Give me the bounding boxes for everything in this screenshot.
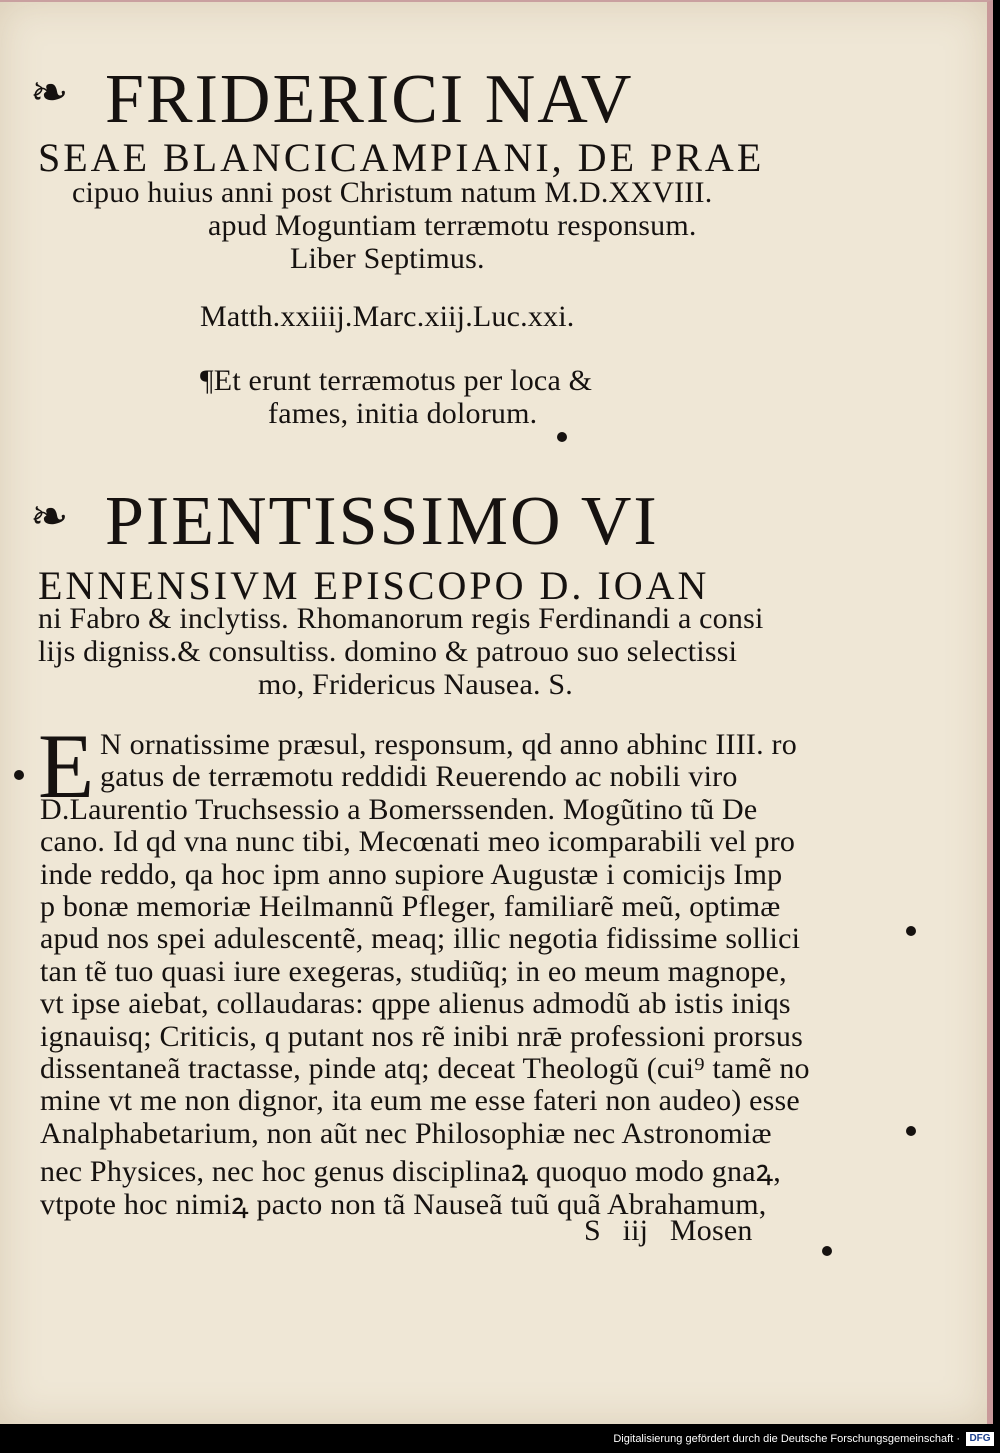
- title-line-4: apud Moguntiam terræmotu responsum.: [208, 209, 697, 242]
- body-line: cano. Id qd vna nunc tibi, Mecœnati meo icomparabili vel pro: [40, 825, 796, 859]
- fleuron-ornament-icon: ❧: [30, 491, 69, 542]
- ink-spot: [822, 1246, 832, 1256]
- quote-line-1: ¶Et erunt terræmotus per loca &: [200, 364, 593, 397]
- dedication-heading: PIENTISSIMO VI: [105, 483, 659, 560]
- dedication-line-3: ni Fabro & inclytiss. Rhomanorum regis Ferdinandi a consi: [38, 602, 764, 635]
- body-line: dissentaneã tractasse, pinde atq; deceat Theologũ (cui⁹ tamẽ no: [40, 1052, 810, 1085]
- body-line: vt ipse aiebat, collaudaras: qppe alienus admodũ ab istis iniqs: [40, 987, 791, 1021]
- ink-spot: [906, 1126, 916, 1136]
- title-line-2: SEAE BLANCICAMPIANI, DE PRAE: [38, 135, 765, 180]
- body-line: N ornatissime præsul, responsum, qd anno abhinc IIII. ro: [100, 728, 797, 761]
- drop-cap: E: [38, 715, 95, 817]
- ink-spot: [906, 926, 916, 936]
- body-line: p bonæ memoriæ Heilmannũ Pfleger, familiarẽ meũ, optimæ: [40, 890, 781, 923]
- ink-spot: [557, 432, 567, 442]
- fleuron-ornament-icon: ❧: [30, 67, 69, 118]
- scripture-reference: Matth.xxiiij.Marc.xiij.Luc.xxi.: [200, 300, 575, 333]
- dedication-line-2: ENNENSIVM EPISCOPO D. IOAN: [38, 563, 710, 608]
- body-line: Analphabetarium, non aũt nec Philosophiæ nec Astronomiæ: [40, 1116, 772, 1150]
- title-line-3: cipuo huius anni post Christum natum M.D.XXVIII.: [72, 176, 713, 209]
- body-line: D.Laurentio Truchsessio a Bomerssenden. Mogũtino tũ De: [40, 792, 758, 826]
- body-line: mine vt me non dignor, ita eum me esse fateri non audeo) esse: [40, 1084, 800, 1118]
- dedication-line-5: mo, Fridericus Nausea. S.: [258, 668, 573, 701]
- dfg-logo: DFG: [966, 1432, 994, 1446]
- title-line-5: Liber Septimus.: [290, 242, 485, 275]
- catchword: S iij Mosen: [584, 1214, 753, 1247]
- pilcrow-icon: ¶: [200, 364, 214, 397]
- footer-credit: Digitalisierung gefördert durch die Deutsche Forschungsgemeinschaft ·: [613, 1433, 960, 1445]
- title-line-1: FRIDERICI NAV: [105, 61, 634, 138]
- body-line: ignauisq; Criticis, q putant nos rẽ inibi nrǣ professioni prorsus: [40, 1019, 803, 1053]
- digitization-footer: [0, 1428, 1000, 1453]
- body-line: gatus de terræmotu reddidi Reuerendo ac nobili viro: [100, 760, 738, 794]
- body-line: vtpote hoc nimiꝝ pacto non tã Nauseã tuũ quã Abrahamum,: [40, 1187, 767, 1221]
- dedication-line-4: lijs digniss.& consultiss. domino & patrouo suo selectissi: [38, 635, 738, 668]
- body-line: apud nos spei adulescentẽ, meaq; illic negotia fidissime sollici: [40, 922, 801, 956]
- ink-spot: [14, 770, 24, 780]
- quote-line-2: fames, initia dolorum.: [268, 397, 538, 430]
- body-line: tan tẽ tuo quasi iure exegeras, studiũq; in eo meum magnope,: [40, 954, 787, 988]
- body-line: nec Physices, nec hoc genus disciplinaꝝ quoquo modo gnaꝝ,: [40, 1155, 781, 1189]
- body-line: inde reddo, qa hoc ipm anno supiore Augustæ i comicijs Imp: [40, 857, 783, 891]
